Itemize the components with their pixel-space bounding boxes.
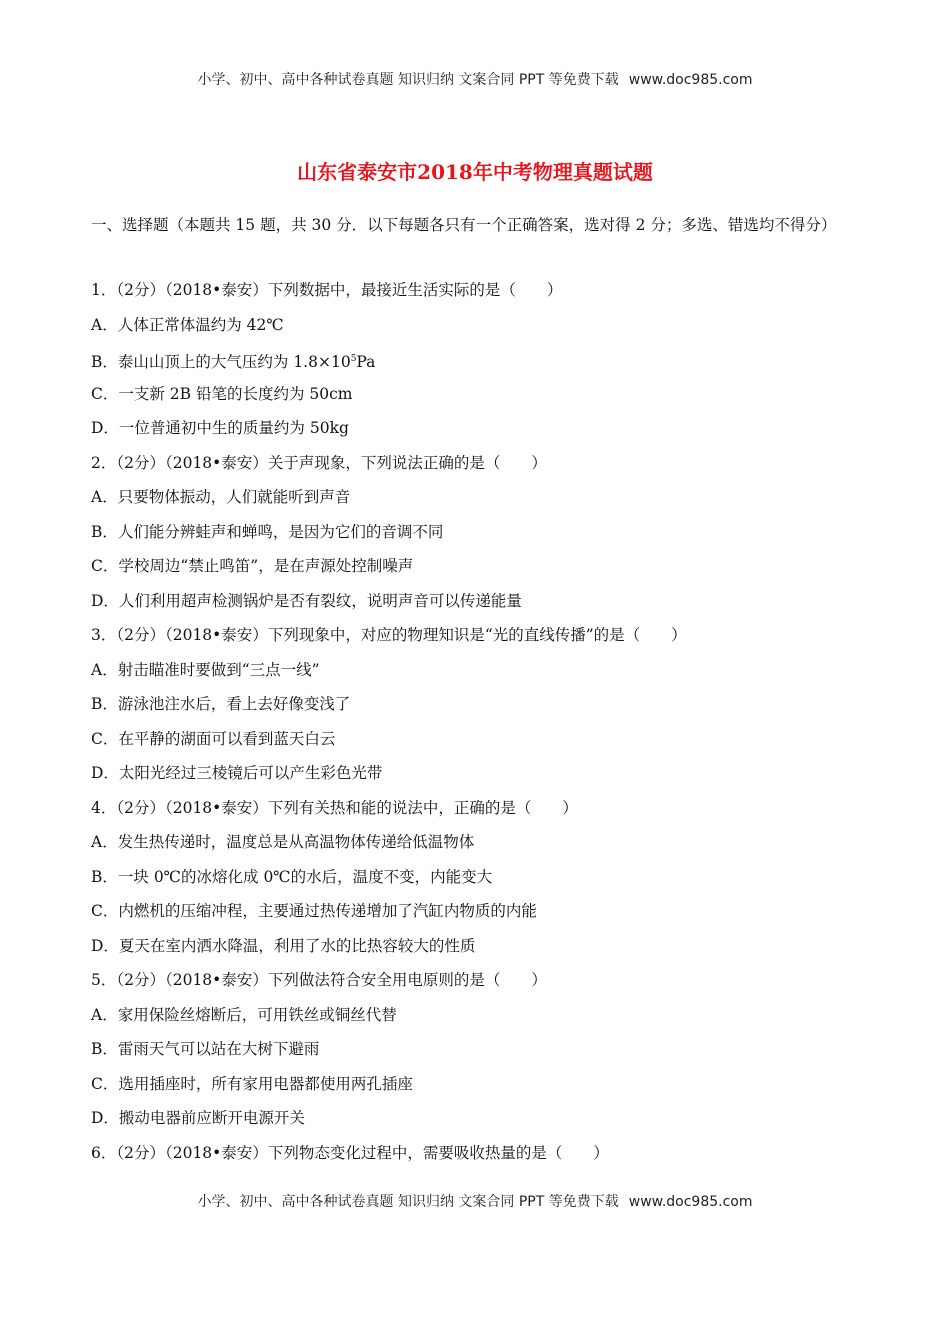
header-url[interactable]: www.doc985.com <box>628 72 753 88</box>
answer-option: A．射击瞄准时要做到“三点一线” <box>91 660 320 679</box>
question-stem: 5．（2分）（2018•泰安）下列做法符合安全用电原则的是（ ） <box>91 971 547 989</box>
question-stem: 2．（2分）（2018•泰安）关于声现象，下列说法正确的是（ ） <box>91 453 547 472</box>
document-title: 山东省泰安市2018年中考物理真题试题 <box>297 160 653 184</box>
answer-option: B．游泳池注水后，看上去好像变浅了 <box>91 695 351 713</box>
footer-url[interactable]: www.doc985.com <box>628 1194 753 1210</box>
question-stem: 6．（2分）（2018•泰安）下列物态变化过程中，需要吸收热量的是（ ） <box>91 1143 609 1162</box>
question-list <box>91 279 871 1176</box>
answer-option: B．雷雨天气可以站在大树下避雨 <box>91 1040 320 1058</box>
answer-option: C．在平静的湖面可以看到蓝天白云 <box>91 729 336 748</box>
answer-option: C．选用插座时，所有家用电器都使用两孔插座 <box>91 1074 413 1093</box>
answer-option: A．只要物体振动，人们就能听到声音 <box>91 488 351 506</box>
page-footer <box>0 1191 950 1211</box>
answer-option: C．一支新 2B 铅笔的长度约为 50cm <box>91 384 353 403</box>
answer-option: C．学校周边“禁止鸣笛”，是在声源处控制噪声 <box>91 557 414 575</box>
footer-text: 小学、初中、高中各种试卷真题 知识归纳 文案合同 PPT 等免费下载 <box>197 1194 619 1210</box>
answer-option: B．人们能分辨蛙声和蝉鸣，是因为它们的音调不同 <box>91 522 444 541</box>
answer-option: C．内燃机的压缩冲程，主要通过热传递增加了汽缸内物质的内能 <box>91 902 537 920</box>
answer-option: A．发生热传递时，温度总是从高温物体传递给低温物体 <box>91 833 475 851</box>
page-header <box>0 69 950 89</box>
question-stem: 1．（2分）（2018•泰安）下列数据中，最接近生活实际的是（ ） <box>91 281 563 299</box>
answer-option: D．一位普通初中生的质量约为 50kg <box>91 419 349 437</box>
question-stem: 4．（2分）（2018•泰安）下列有关热和能的说法中，正确的是（ ） <box>91 798 578 817</box>
answer-option: A．家用保险丝熔断后，可用铁丝或铜丝代替 <box>91 1005 397 1024</box>
question-stem: 3．（2分）（2018•泰安）下列现象中，对应的物理知识是“光的直线传播”的是（ ） <box>91 626 687 644</box>
answer-option: D．夏天在室内洒水降温，利用了水的比热容较大的性质 <box>91 936 476 955</box>
answer-option: D．太阳光经过三棱镜后可以产生彩色光带 <box>91 764 383 782</box>
answer-option <box>91 348 871 383</box>
header-text: 小学、初中、高中各种试卷真题 知识归纳 文案合同 PPT 等免费下载 <box>197 72 619 88</box>
answer-option: B．一块 0℃的冰熔化成 0℃的水后，温度不变，内能变大 <box>91 867 493 886</box>
answer-option: A．人体正常体温约为 42℃ <box>91 315 284 334</box>
answer-option: D．搬动电器前应断开电源开关 <box>91 1109 305 1127</box>
unit: Pa <box>356 353 376 372</box>
option-text: B．泰山山顶上的大气压约为 1.8×10 <box>91 353 351 372</box>
section-intro: 一、选择题（本题共 15 题，共 30 分．以下每题各只有一个正确答案，选对得 2 分；多选、错选均不得分） <box>91 216 837 234</box>
exponent: 5 <box>350 354 357 364</box>
answer-option: D．人们利用超声检测锅炉是否有裂纹，说明声音可以传递能量 <box>91 591 522 610</box>
